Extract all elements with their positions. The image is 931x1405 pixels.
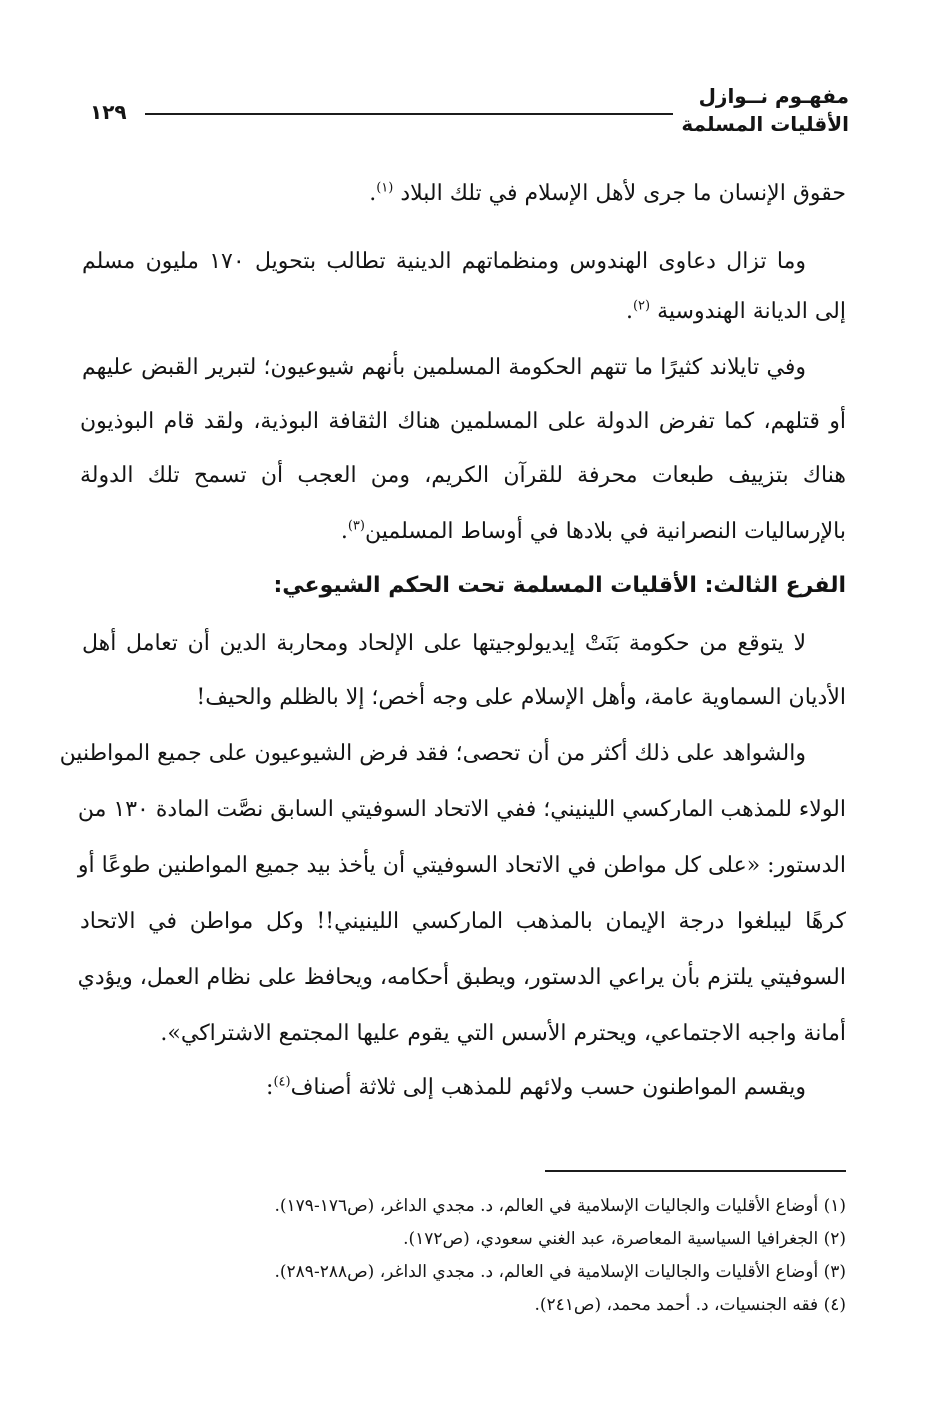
body-line: والشواهد على ذلك أكثر من أن تحصى؛ فقد فرض الشيوعيون على جميع المواطنين xyxy=(59,741,806,766)
body-line: هناك بتزييف طبعات محرفة للقرآن الكريم، ومن العجب أن تسمح تلك الدولة xyxy=(80,463,846,488)
body-line: وما تزال دعاوى الهندوس ومنظماتهم الدينية تطالب بتحويل ١٧٠ مليون مسلم xyxy=(82,249,806,274)
body-line: الأديان السماوية عامة، وأهل الإسلام على وجه أخص؛ إلا بالظلم والحيف! xyxy=(196,685,846,710)
body-line: الدستور: «على كل مواطن في الاتحاد السوفيتي أن يأخذ بيد جميع المواطنين طوعًا أو xyxy=(77,853,846,878)
footnote-ref: (١) xyxy=(376,180,394,196)
header-title-line-2: الأقليات المسلمة xyxy=(681,112,849,136)
section-heading: الفرع الثالث: الأقليات المسلمة تحت الحكم الشيوعي: xyxy=(273,573,846,598)
header-rule xyxy=(145,113,673,115)
footnote: (٤) فقه الجنسيات، د. أحمد محمد، (ص٢٤١). xyxy=(534,1295,846,1315)
body-line: كرهًا ليبلغوا درجة الإيمان بالمذهب الماركسي اللينيني!! وكل مواطن في الاتحاد xyxy=(80,909,846,934)
footnote: (١) أوضاع الأقليات والجاليات الإسلامية في العالم، د. مجدي الداغر، (ص١٧٦-١٧٩). xyxy=(274,1196,846,1216)
body-line: الولاء للمذهب الماركسي اللينيني؛ ففي الاتحاد السوفيتي السابق نصَّت المادة ١٣٠ من xyxy=(77,797,846,822)
footnote-ref: (٤) xyxy=(273,1074,291,1090)
footnote-ref: (٢) xyxy=(632,298,651,314)
body-line: السوفيتي يلتزم بأن يراعي الدستور، ويطبق أحكامه، ويحافظ على نظام العمل، ويؤدي xyxy=(77,965,846,990)
header-title-line-1: مفهـوم نــوازل xyxy=(698,84,849,108)
body-line: بالإرساليات النصرانية في بلادها في أوساط المسلمين$^{(٣)}$. xyxy=(340,518,846,544)
footnote: (٢) الجغرافيا السياسية المعاصرة، عبد الغني سعودي، (ص١٧٢). xyxy=(403,1229,846,1249)
body-line: وفي تايلاند كثيرًا ما تتهم الحكومة المسلمين بأنهم شيوعيون؛ لتبرير القبض عليهم xyxy=(82,355,806,380)
body-line: حقوق الإنسان ما جرى لأهل الإسلام في تلك البلاد $^{(١)}$. xyxy=(369,180,846,206)
body-line: ويقسم المواطنون حسب ولائهم للمذهب إلى ثلاثة أصناف$^{(٤)}$: xyxy=(266,1074,806,1100)
body-line: إلى الديانة الهندوسية $^{(٢)}$. xyxy=(625,298,846,324)
body-line: أمانة واجبه الاجتماعي، ويحترم الأسس التي يقوم عليها المجتمع الاشتراكي». xyxy=(160,1021,846,1046)
running-header-title xyxy=(649,82,849,138)
body-line: لا يتوقع من حكومة بَنَتْ إيديولوجيتها على الإلحاد ومحاربة الدين أن تعامل أهل xyxy=(82,631,806,656)
page-number: ١٢٩ xyxy=(90,100,127,124)
footnote-separator xyxy=(545,1170,846,1172)
body-line: أو قتلهم، كما تفرض الدولة على المسلمين هناك الثقافة البوذية، ولقد قام البوذيون xyxy=(80,409,846,434)
footnote-ref: (٣) xyxy=(347,518,365,534)
footnote: (٣) أوضاع الأقليات والجاليات الإسلامية في العالم، د. مجدي الداغر، (ص٢٨٨-٢٨٩). xyxy=(274,1262,846,1282)
